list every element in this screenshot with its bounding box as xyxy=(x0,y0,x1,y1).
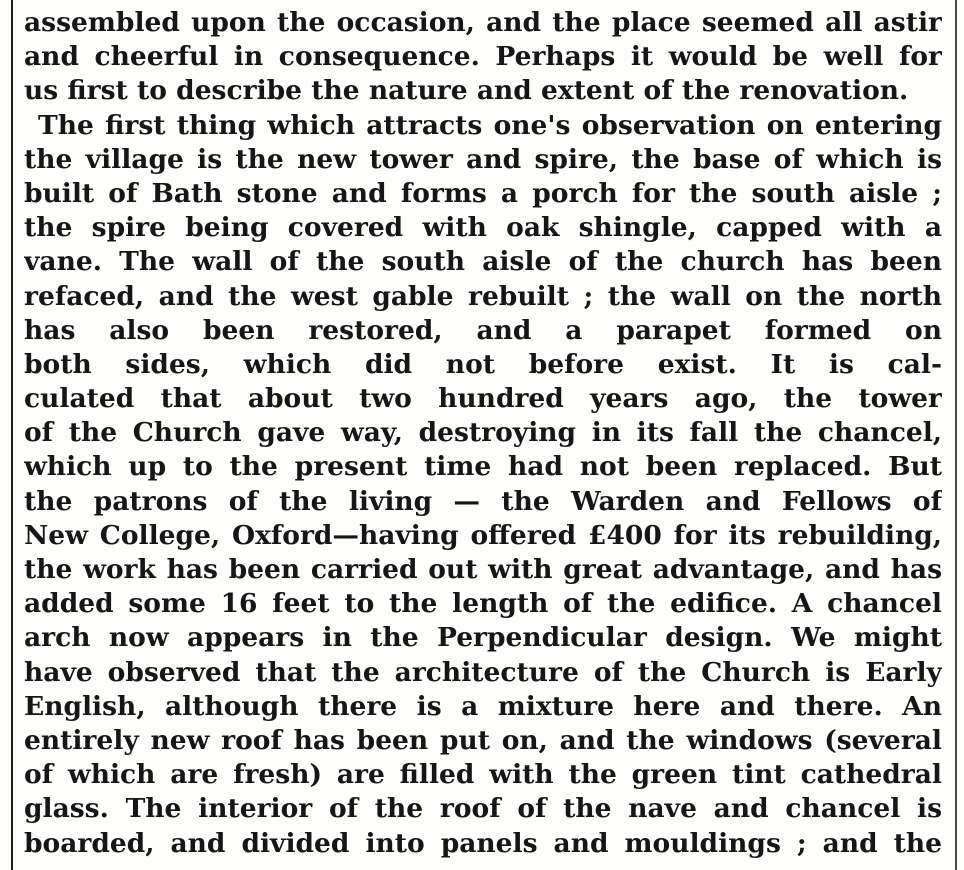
text-line: added some 16 feet to the length of the edifice. A chancel xyxy=(24,588,942,620)
text-line: English, although there is a mixture here and there. An xyxy=(24,690,942,722)
text-line: of the Church gave way, destroying in its fall the chancel, xyxy=(24,417,942,449)
text-line: of which are fresh) are filled with the green tint cathedral xyxy=(24,759,942,791)
text-line: vane. The wall of the south aisle of the church has been xyxy=(24,246,942,278)
text-line: entirely new roof has been put on, and the windows (several xyxy=(24,724,942,756)
text-line: assembled upon the occasion, and the place seemed all astir xyxy=(24,7,942,38)
text-line: us first to describe the nature and extent of the renovation. xyxy=(24,75,909,107)
text-line: and cheerful in consequence. Perhaps it would be well for xyxy=(24,41,942,73)
text-line: refaced, and the west gable rebuilt ; the wall on the north xyxy=(24,280,942,312)
text-line: both sides, which did not before exist. It is cal- xyxy=(24,348,942,380)
text-line: New College, Oxford—having offered £400 for its rebuilding, xyxy=(24,519,942,551)
text-line: built of Bath stone and forms a porch for the south aisle ; xyxy=(24,177,942,209)
text-line: glass. The interior of the roof of the nave and chancel is xyxy=(24,793,942,825)
text-line: culated that about two hundred years ago, the tower xyxy=(24,383,942,415)
text-line: have observed that the architecture of the Church is Early xyxy=(24,656,942,688)
text-line: has also been restored, and a parapet formed on xyxy=(24,314,942,346)
text-line: the work has been carried out with great advantage, and has xyxy=(24,554,942,585)
column-rule-left xyxy=(11,0,13,870)
text-line: the village is the new tower and spire, the base of which is xyxy=(24,143,942,175)
text-line: boarded, and divided into panels and mouldings ; and the xyxy=(24,827,942,859)
text-line: The first thing which attracts one's observation on entering xyxy=(38,109,942,141)
article-column xyxy=(24,6,942,861)
text-line: arch now appears in the Perpendicular design. We might xyxy=(24,622,942,654)
column-rule-right xyxy=(955,0,957,870)
text-line: the patrons of the living — the Warden and Fellows of xyxy=(24,485,942,517)
text-line: the spire being covered with oak shingle, capped with a xyxy=(24,212,942,244)
text-line: which up to the present time had not been replaced. But xyxy=(24,451,942,483)
